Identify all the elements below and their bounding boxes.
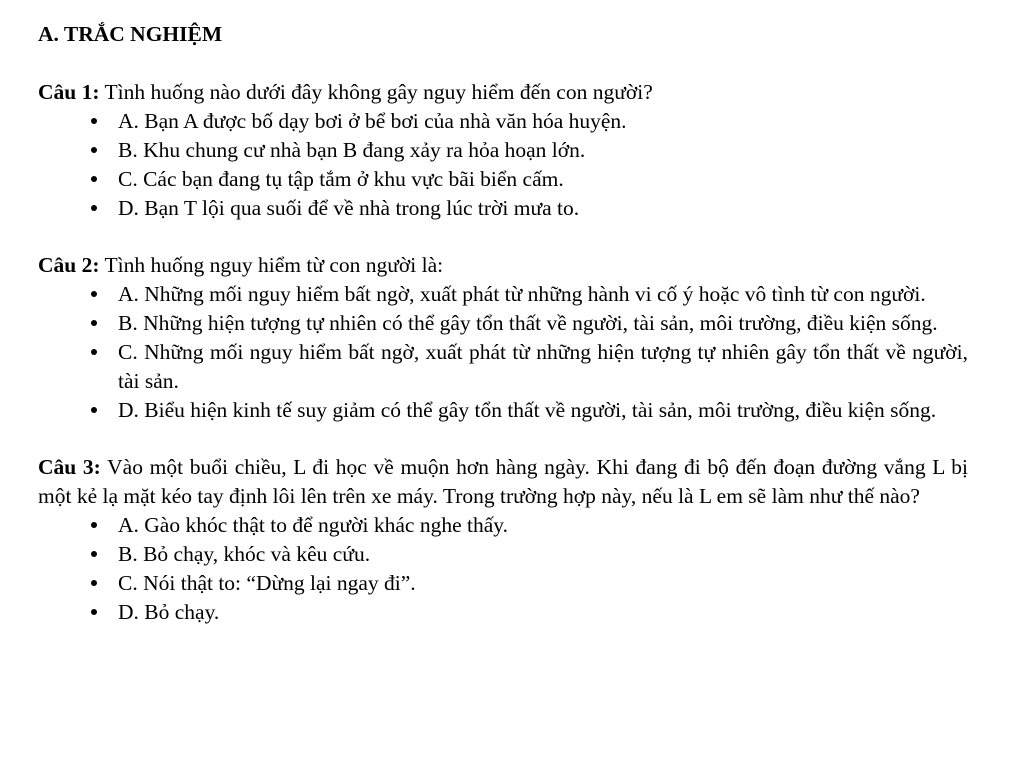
option-item <box>38 338 968 396</box>
option-text: B. Những hiện tượng tự nhiên có thể gây tổn thất về người, tài sản, môi trường, điều kiện sống. <box>118 311 938 335</box>
option-text: A. Gào khóc thật to để người khác nghe thấy. <box>118 513 509 537</box>
option-text: B. Khu chung cư nhà bạn B đang xảy ra hỏa hoạn lớn. <box>118 138 586 162</box>
bullet-icon <box>84 136 104 165</box>
bullet-icon <box>84 194 104 223</box>
option-text: D. Bạn T lội qua suối để về nhà trong lúc trời mưa to. <box>118 196 580 220</box>
bullet-icon <box>84 540 104 569</box>
section-title: A. TRẮC NGHIỆM <box>38 22 223 46</box>
option-text: A. Những mối nguy hiểm bất ngờ, xuất phát từ những hành vi cố ý hoặc vô tình từ con người. <box>118 282 926 306</box>
option-item <box>38 569 968 598</box>
question-1 <box>38 78 968 223</box>
question-stem <box>38 78 968 107</box>
bullet-icon <box>84 338 104 367</box>
option-text: C. Các bạn đang tụ tập tắm ở khu vực bãi biển cấm. <box>118 167 564 191</box>
option-item <box>38 511 968 540</box>
question-text: Tình huống nguy hiểm từ con người là: <box>99 253 444 277</box>
option-list <box>38 511 968 627</box>
question-3 <box>38 453 968 627</box>
bullet-icon <box>84 280 104 309</box>
option-item <box>38 165 968 194</box>
option-text: D. Biểu hiện kinh tế suy giảm có thể gây tổn thất về người, tài sản, môi trường, điều kiện sống. <box>118 398 937 422</box>
question-stem <box>38 251 968 280</box>
option-text: D. Bỏ chạy. <box>118 600 220 624</box>
option-item <box>38 540 968 569</box>
question-2 <box>38 251 968 425</box>
bullet-icon <box>84 569 104 598</box>
option-item <box>38 107 968 136</box>
option-item <box>38 194 968 223</box>
option-list <box>38 107 968 223</box>
bullet-icon <box>84 165 104 194</box>
option-item <box>38 280 968 309</box>
option-item <box>38 136 968 165</box>
question-label: Câu 1: <box>38 80 100 104</box>
option-list <box>38 280 968 425</box>
option-text: A. Bạn A được bố dạy bơi ở bể bơi của nhà văn hóa huyện. <box>118 109 627 133</box>
question-label: Câu 2: <box>38 253 100 277</box>
option-text: B. Bỏ chạy, khóc và kêu cứu. <box>118 542 371 566</box>
bullet-icon <box>84 511 104 540</box>
option-item <box>38 598 968 627</box>
option-item <box>38 309 968 338</box>
question-text: Tình huống nào dưới đây không gây nguy hiểm đến con người? <box>99 80 653 104</box>
question-text: Vào một buổi chiều, L đi học về muộn hơn hàng ngày. Khi đang đi bộ đến đoạn đường vắng L bị một kẻ lạ mặt kéo tay định lôi lên trên xe máy. Trong trường hợp này, nếu là L em sẽ làm như thế nào? <box>38 455 968 508</box>
option-item <box>38 396 968 425</box>
bullet-icon <box>84 309 104 338</box>
bullet-icon <box>84 396 104 425</box>
bullet-icon <box>84 598 104 627</box>
question-stem <box>38 453 968 511</box>
question-label: Câu 3: <box>38 455 101 479</box>
option-text: C. Nói thật to: “Dừng lại ngay đi”. <box>118 571 416 595</box>
option-text: C. Những mối nguy hiểm bất ngờ, xuất phát từ những hiện tượng tự nhiên gây tổn thất về người, tài sản. <box>118 340 968 393</box>
bullet-icon <box>84 107 104 136</box>
